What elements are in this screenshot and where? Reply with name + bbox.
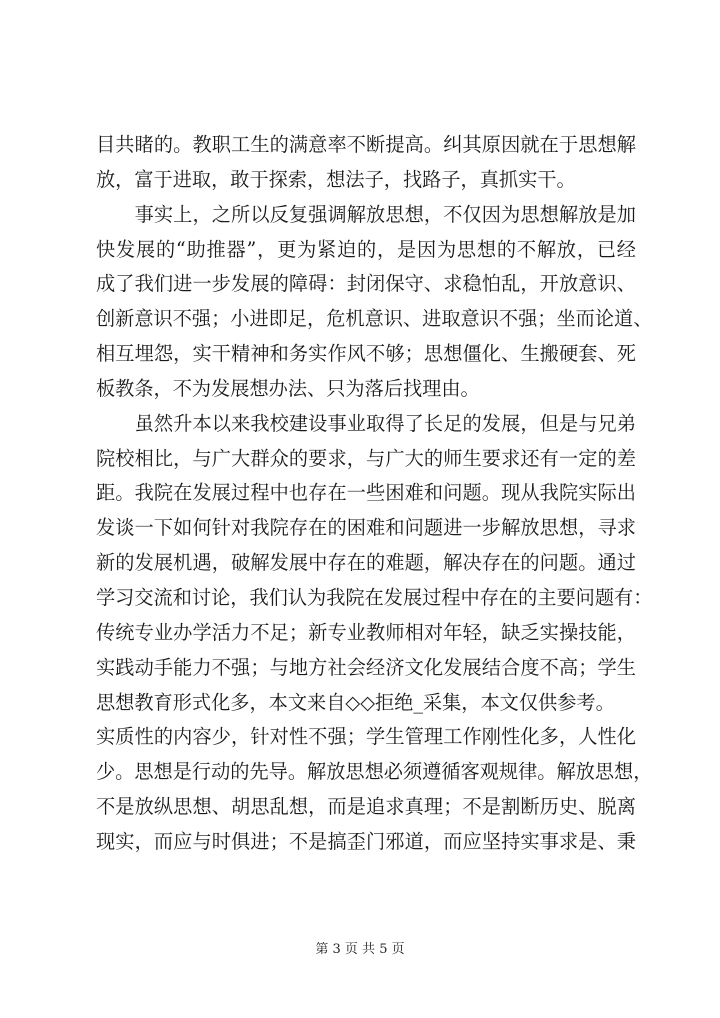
page-number-footer: 第 3 页 共 5 页 — [315, 942, 405, 957]
text-line: 距。我院在发展过程中也存在一些困难和问题。现从我院实际出 — [96, 481, 636, 505]
text-line: 成了我们进一步发展的障碍：封闭保守、求稳怕乱，开放意识、 — [96, 272, 636, 296]
text-line: 板教条，不为发展想办法、只为落后找理由。 — [96, 376, 480, 400]
text-line: 实质性的内容少，针对性不强；学生管理工作刚性化多，人性化 — [96, 725, 636, 749]
body-text — [96, 128, 653, 860]
text-line: 发谈一下如何针对我院存在的困难和问题进一步解放思想，寻求 — [96, 516, 636, 540]
text-line: 院校相比，与广大群众的要求，与广大的师生要求还有一定的差 — [96, 446, 636, 470]
text-line: 快发展的“助推器”，更为紧迫的，是因为思想的不解放，已经 — [96, 237, 636, 261]
text-line: 相互埋怨，实干精神和务实作风不够；思想僵化、生搬硬套、死 — [96, 342, 636, 366]
text-line: 虽然升本以来我校建设事业取得了长足的发展，但是与兄弟 — [96, 411, 636, 435]
text-line: 目共睹的。教职工生的满意率不断提高。纠其原因就在于思想解 — [96, 133, 636, 156]
text-line: 新的发展机遇，破解发展中存在的难题，解决存在的问题。通过 — [96, 551, 636, 575]
text-line: 创新意识不强；小进即足，危机意识、进取意识不强；坐而论道、 — [96, 307, 653, 331]
text-line: 现实，而应与时俱进；不是搞歪门邪道，而应坚持实事求是、秉 — [96, 829, 636, 853]
text-line: 事实上，之所以反复强调解放思想，不仅因为思想解放是加 — [96, 202, 636, 226]
text-line: 传统专业办学活力不足；新专业教师相对年轻，缺乏实操技能， — [96, 620, 636, 644]
text-line: 学习交流和讨论，我们认为我院在发展过程中存在的主要问题有： — [96, 585, 653, 609]
text-line: 思想教育形式化多，本文来自◇◇拒绝_采集，本文仅供参考。 — [96, 690, 615, 714]
text-line: 实践动手能力不强；与地方社会经济文化发展结合度不高；学生 — [96, 655, 636, 679]
text-line: 不是放纵思想、胡思乱想，而是追求真理；不是割断历史、脱离 — [96, 795, 636, 819]
text-line: 放，富于进取，敢于探索，想法子，找路子，真抓实干。 — [96, 167, 576, 191]
text-line: 少。思想是行动的先导。解放思想必须遵循客观规律。解放思想， — [96, 760, 653, 784]
